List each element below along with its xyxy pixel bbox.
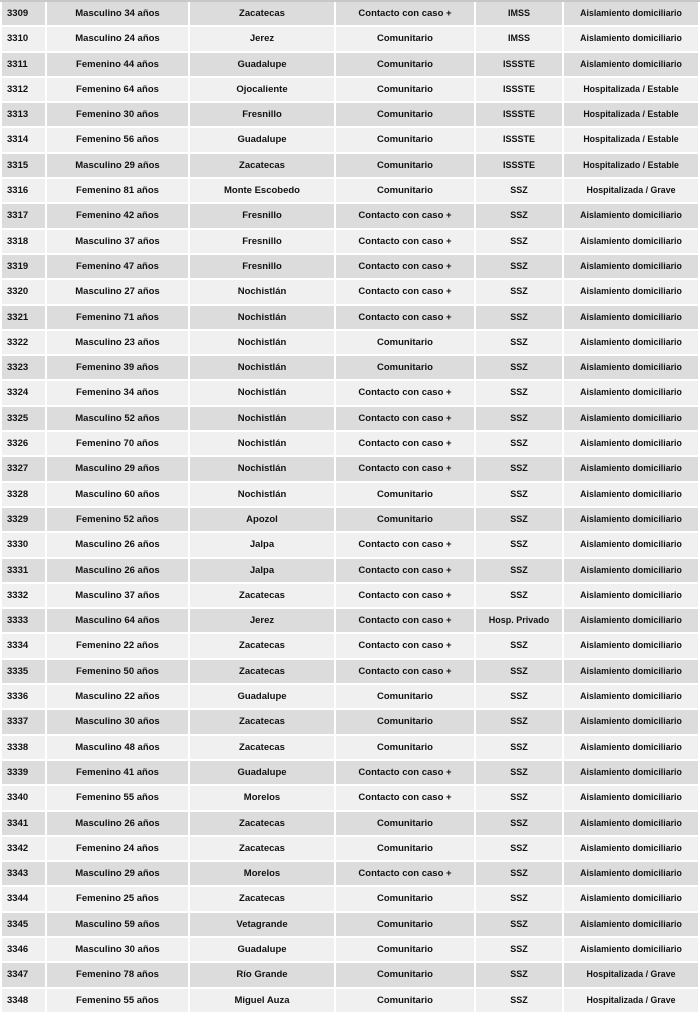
- transmission-cell: Contacto con caso +: [336, 862, 476, 887]
- municipality-cell: Fresnillo: [190, 255, 336, 280]
- transmission-cell: Contacto con caso +: [336, 2, 476, 27]
- institution-cell: SSZ: [476, 634, 564, 659]
- transmission-cell: Comunitario: [336, 736, 476, 761]
- table-row: [0, 306, 700, 331]
- status-cell: Aislamiento domiciliario: [564, 356, 700, 381]
- municipality-cell: Monte Escobedo: [190, 179, 336, 204]
- case-id-cell: 3317: [0, 204, 47, 229]
- case-id-cell: 3332: [0, 584, 47, 609]
- case-id-cell: 3347: [0, 963, 47, 988]
- case-id-cell: 3345: [0, 913, 47, 938]
- sex-age-cell: Femenino 78 años: [47, 963, 190, 988]
- sex-age-cell: Masculino 27 años: [47, 280, 190, 305]
- institution-cell: SSZ: [476, 862, 564, 887]
- municipality-cell: Fresnillo: [190, 204, 336, 229]
- sex-age-cell: Masculino 60 años: [47, 483, 190, 508]
- sex-age-cell: Masculino 34 años: [47, 2, 190, 27]
- table-row: [0, 786, 700, 811]
- sex-age-cell: Masculino 37 años: [47, 584, 190, 609]
- municipality-cell: Guadalupe: [190, 128, 336, 153]
- status-cell: Hospitalizada / Grave: [564, 989, 700, 1014]
- municipality-cell: Jerez: [190, 27, 336, 52]
- institution-cell: SSZ: [476, 786, 564, 811]
- institution-cell: ISSSTE: [476, 128, 564, 153]
- institution-cell: SSZ: [476, 685, 564, 710]
- case-id-cell: 3346: [0, 938, 47, 963]
- case-id-cell: 3334: [0, 634, 47, 659]
- transmission-cell: Contacto con caso +: [336, 407, 476, 432]
- table-row: [0, 432, 700, 457]
- municipality-cell: Zacatecas: [190, 736, 336, 761]
- case-id-cell: 3344: [0, 887, 47, 912]
- municipality-cell: Ojocaliente: [190, 78, 336, 103]
- transmission-cell: Contacto con caso +: [336, 306, 476, 331]
- case-id-cell: 3342: [0, 837, 47, 862]
- sex-age-cell: Femenino 50 años: [47, 660, 190, 685]
- municipality-cell: Nochistlán: [190, 483, 336, 508]
- table-row: [0, 128, 700, 153]
- transmission-cell: Contacto con caso +: [336, 432, 476, 457]
- sex-age-cell: Masculino 26 años: [47, 533, 190, 558]
- institution-cell: SSZ: [476, 179, 564, 204]
- institution-cell: SSZ: [476, 508, 564, 533]
- table-row: [0, 913, 700, 938]
- table-row: [0, 609, 700, 634]
- table-row: [0, 457, 700, 482]
- status-cell: Hospitalizada / Grave: [564, 963, 700, 988]
- institution-cell: SSZ: [476, 710, 564, 735]
- institution-cell: SSZ: [476, 761, 564, 786]
- table-row: [0, 27, 700, 52]
- case-id-cell: 3323: [0, 356, 47, 381]
- institution-cell: SSZ: [476, 432, 564, 457]
- sex-age-cell: Masculino 29 años: [47, 862, 190, 887]
- institution-cell: SSZ: [476, 913, 564, 938]
- table-row: [0, 685, 700, 710]
- status-cell: Aislamiento domiciliario: [564, 710, 700, 735]
- transmission-cell: Contacto con caso +: [336, 761, 476, 786]
- municipality-cell: Zacatecas: [190, 584, 336, 609]
- institution-cell: SSZ: [476, 331, 564, 356]
- institution-cell: IMSS: [476, 2, 564, 27]
- case-id-cell: 3321: [0, 306, 47, 331]
- case-id-cell: 3326: [0, 432, 47, 457]
- sex-age-cell: Masculino 52 años: [47, 407, 190, 432]
- case-id-cell: 3318: [0, 230, 47, 255]
- status-cell: Aislamiento domiciliario: [564, 457, 700, 482]
- case-id-cell: 3328: [0, 483, 47, 508]
- status-cell: Aislamiento domiciliario: [564, 660, 700, 685]
- status-cell: Aislamiento domiciliario: [564, 27, 700, 52]
- status-cell: Aislamiento domiciliario: [564, 862, 700, 887]
- transmission-cell: Contacto con caso +: [336, 584, 476, 609]
- municipality-cell: Nochistlán: [190, 407, 336, 432]
- case-id-cell: 3338: [0, 736, 47, 761]
- transmission-cell: Comunitario: [336, 685, 476, 710]
- case-id-cell: 3324: [0, 381, 47, 406]
- transmission-cell: Comunitario: [336, 356, 476, 381]
- table-row: [0, 78, 700, 103]
- status-cell: Aislamiento domiciliario: [564, 204, 700, 229]
- municipality-cell: Morelos: [190, 786, 336, 811]
- institution-cell: SSZ: [476, 887, 564, 912]
- institution-cell: SSZ: [476, 963, 564, 988]
- transmission-cell: Comunitario: [336, 483, 476, 508]
- case-id-cell: 3327: [0, 457, 47, 482]
- municipality-cell: Nochistlán: [190, 457, 336, 482]
- institution-cell: SSZ: [476, 255, 564, 280]
- table-row: [0, 255, 700, 280]
- status-cell: Aislamiento domiciliario: [564, 2, 700, 27]
- status-cell: Aislamiento domiciliario: [564, 685, 700, 710]
- case-id-cell: 3309: [0, 2, 47, 27]
- sex-age-cell: Femenino 24 años: [47, 837, 190, 862]
- table-row: [0, 963, 700, 988]
- institution-cell: SSZ: [476, 204, 564, 229]
- table-row: [0, 660, 700, 685]
- status-cell: Hospitalizado / Estable: [564, 154, 700, 179]
- case-table-body: [0, 2, 700, 1014]
- status-cell: Hospitalizada / Estable: [564, 103, 700, 128]
- status-cell: Hospitalizada / Estable: [564, 78, 700, 103]
- case-id-cell: 3319: [0, 255, 47, 280]
- case-id-cell: 3325: [0, 407, 47, 432]
- sex-age-cell: Femenino 22 años: [47, 634, 190, 659]
- transmission-cell: Comunitario: [336, 27, 476, 52]
- transmission-cell: Comunitario: [336, 103, 476, 128]
- transmission-cell: Comunitario: [336, 53, 476, 78]
- municipality-cell: Zacatecas: [190, 154, 336, 179]
- status-cell: Aislamiento domiciliario: [564, 508, 700, 533]
- sex-age-cell: Femenino 81 años: [47, 179, 190, 204]
- transmission-cell: Contacto con caso +: [336, 559, 476, 584]
- case-id-cell: 3331: [0, 559, 47, 584]
- institution-cell: ISSSTE: [476, 103, 564, 128]
- table-row: [0, 812, 700, 837]
- transmission-cell: Comunitario: [336, 508, 476, 533]
- transmission-cell: Contacto con caso +: [336, 533, 476, 558]
- municipality-cell: Morelos: [190, 862, 336, 887]
- transmission-cell: Contacto con caso +: [336, 381, 476, 406]
- transmission-cell: Comunitario: [336, 989, 476, 1014]
- case-table: [0, 2, 700, 1014]
- table-row: [0, 862, 700, 887]
- table-row: [0, 53, 700, 78]
- table-row: [0, 204, 700, 229]
- municipality-cell: Jalpa: [190, 559, 336, 584]
- transmission-cell: Contacto con caso +: [336, 230, 476, 255]
- institution-cell: SSZ: [476, 533, 564, 558]
- sex-age-cell: Masculino 37 años: [47, 230, 190, 255]
- sex-age-cell: Femenino 55 años: [47, 786, 190, 811]
- status-cell: Aislamiento domiciliario: [564, 913, 700, 938]
- table-row: [0, 356, 700, 381]
- municipality-cell: Apozol: [190, 508, 336, 533]
- transmission-cell: Contacto con caso +: [336, 786, 476, 811]
- sex-age-cell: Masculino 29 años: [47, 154, 190, 179]
- case-id-cell: 3339: [0, 761, 47, 786]
- sex-age-cell: Femenino 70 años: [47, 432, 190, 457]
- municipality-cell: Nochistlán: [190, 280, 336, 305]
- status-cell: Aislamiento domiciliario: [564, 736, 700, 761]
- institution-cell: SSZ: [476, 938, 564, 963]
- sex-age-cell: Femenino 41 años: [47, 761, 190, 786]
- transmission-cell: Contacto con caso +: [336, 204, 476, 229]
- municipality-cell: Jalpa: [190, 533, 336, 558]
- table-row: [0, 837, 700, 862]
- table-row: [0, 2, 700, 27]
- transmission-cell: Comunitario: [336, 812, 476, 837]
- status-cell: Aislamiento domiciliario: [564, 331, 700, 356]
- institution-cell: SSZ: [476, 584, 564, 609]
- institution-cell: SSZ: [476, 457, 564, 482]
- municipality-cell: Jerez: [190, 609, 336, 634]
- municipality-cell: Guadalupe: [190, 761, 336, 786]
- sex-age-cell: Masculino 64 años: [47, 609, 190, 634]
- institution-cell: SSZ: [476, 356, 564, 381]
- status-cell: Aislamiento domiciliario: [564, 533, 700, 558]
- status-cell: Aislamiento domiciliario: [564, 559, 700, 584]
- municipality-cell: Fresnillo: [190, 230, 336, 255]
- table-row: [0, 407, 700, 432]
- case-id-cell: 3343: [0, 862, 47, 887]
- institution-cell: ISSSTE: [476, 78, 564, 103]
- case-id-cell: 3315: [0, 154, 47, 179]
- table-row: [0, 938, 700, 963]
- municipality-cell: Zacatecas: [190, 837, 336, 862]
- institution-cell: SSZ: [476, 812, 564, 837]
- status-cell: Hospitalizada / Estable: [564, 128, 700, 153]
- municipality-cell: Zacatecas: [190, 710, 336, 735]
- sex-age-cell: Femenino 34 años: [47, 381, 190, 406]
- municipality-cell: Guadalupe: [190, 685, 336, 710]
- case-id-cell: 3340: [0, 786, 47, 811]
- sex-age-cell: Masculino 22 años: [47, 685, 190, 710]
- table-row: [0, 710, 700, 735]
- transmission-cell: Contacto con caso +: [336, 609, 476, 634]
- table-row: [0, 179, 700, 204]
- table-row: [0, 761, 700, 786]
- institution-cell: ISSSTE: [476, 154, 564, 179]
- status-cell: Aislamiento domiciliario: [564, 634, 700, 659]
- status-cell: Aislamiento domiciliario: [564, 609, 700, 634]
- sex-age-cell: Femenino 44 años: [47, 53, 190, 78]
- municipality-cell: Nochistlán: [190, 306, 336, 331]
- sex-age-cell: Femenino 64 años: [47, 78, 190, 103]
- sex-age-cell: Femenino 25 años: [47, 887, 190, 912]
- status-cell: Aislamiento domiciliario: [564, 230, 700, 255]
- transmission-cell: Comunitario: [336, 963, 476, 988]
- status-cell: Aislamiento domiciliario: [564, 837, 700, 862]
- status-cell: Aislamiento domiciliario: [564, 407, 700, 432]
- case-id-cell: 3333: [0, 609, 47, 634]
- status-cell: Aislamiento domiciliario: [564, 938, 700, 963]
- transmission-cell: Comunitario: [336, 938, 476, 963]
- table-row: [0, 584, 700, 609]
- sex-age-cell: Femenino 42 años: [47, 204, 190, 229]
- institution-cell: SSZ: [476, 837, 564, 862]
- transmission-cell: Comunitario: [336, 179, 476, 204]
- table-row: [0, 280, 700, 305]
- sex-age-cell: Femenino 30 años: [47, 103, 190, 128]
- sex-age-cell: Masculino 26 años: [47, 559, 190, 584]
- sex-age-cell: Femenino 55 años: [47, 989, 190, 1014]
- status-cell: Aislamiento domiciliario: [564, 255, 700, 280]
- status-cell: Hospitalizada / Grave: [564, 179, 700, 204]
- institution-cell: SSZ: [476, 230, 564, 255]
- institution-cell: Hosp. Privado: [476, 609, 564, 634]
- case-id-cell: 3330: [0, 533, 47, 558]
- table-row: [0, 508, 700, 533]
- sex-age-cell: Femenino 39 años: [47, 356, 190, 381]
- municipality-cell: Guadalupe: [190, 53, 336, 78]
- table-row: [0, 634, 700, 659]
- table-row: [0, 103, 700, 128]
- case-id-cell: 3312: [0, 78, 47, 103]
- sex-age-cell: Masculino 30 años: [47, 710, 190, 735]
- transmission-cell: Comunitario: [336, 78, 476, 103]
- transmission-cell: Contacto con caso +: [336, 634, 476, 659]
- case-id-cell: 3313: [0, 103, 47, 128]
- institution-cell: SSZ: [476, 306, 564, 331]
- transmission-cell: Comunitario: [336, 710, 476, 735]
- institution-cell: SSZ: [476, 407, 564, 432]
- municipality-cell: Guadalupe: [190, 938, 336, 963]
- municipality-cell: Fresnillo: [190, 103, 336, 128]
- case-id-cell: 3320: [0, 280, 47, 305]
- sex-age-cell: Masculino 48 años: [47, 736, 190, 761]
- transmission-cell: Comunitario: [336, 837, 476, 862]
- transmission-cell: Comunitario: [336, 887, 476, 912]
- transmission-cell: Comunitario: [336, 913, 476, 938]
- sex-age-cell: Femenino 52 años: [47, 508, 190, 533]
- table-row: [0, 887, 700, 912]
- status-cell: Aislamiento domiciliario: [564, 812, 700, 837]
- case-id-cell: 3335: [0, 660, 47, 685]
- table-row: [0, 483, 700, 508]
- status-cell: Aislamiento domiciliario: [564, 306, 700, 331]
- table-row: [0, 154, 700, 179]
- municipality-cell: Río Grande: [190, 963, 336, 988]
- municipality-cell: Zacatecas: [190, 812, 336, 837]
- institution-cell: SSZ: [476, 559, 564, 584]
- institution-cell: SSZ: [476, 381, 564, 406]
- institution-cell: SSZ: [476, 736, 564, 761]
- sex-age-cell: Masculino 23 años: [47, 331, 190, 356]
- table-row: [0, 559, 700, 584]
- status-cell: Aislamiento domiciliario: [564, 432, 700, 457]
- status-cell: Aislamiento domiciliario: [564, 280, 700, 305]
- case-id-cell: 3314: [0, 128, 47, 153]
- status-cell: Aislamiento domiciliario: [564, 53, 700, 78]
- sex-age-cell: Femenino 71 años: [47, 306, 190, 331]
- case-id-cell: 3341: [0, 812, 47, 837]
- institution-cell: ISSSTE: [476, 53, 564, 78]
- municipality-cell: Nochistlán: [190, 432, 336, 457]
- sex-age-cell: Masculino 26 años: [47, 812, 190, 837]
- status-cell: Aislamiento domiciliario: [564, 887, 700, 912]
- institution-cell: IMSS: [476, 27, 564, 52]
- institution-cell: SSZ: [476, 280, 564, 305]
- table-row: [0, 533, 700, 558]
- municipality-cell: Miguel Auza: [190, 989, 336, 1014]
- institution-cell: SSZ: [476, 660, 564, 685]
- municipality-cell: Nochistlán: [190, 381, 336, 406]
- sex-age-cell: Femenino 47 años: [47, 255, 190, 280]
- municipality-cell: Nochistlán: [190, 331, 336, 356]
- sex-age-cell: Masculino 29 años: [47, 457, 190, 482]
- case-id-cell: 3322: [0, 331, 47, 356]
- municipality-cell: Zacatecas: [190, 634, 336, 659]
- institution-cell: SSZ: [476, 989, 564, 1014]
- sex-age-cell: Masculino 59 años: [47, 913, 190, 938]
- sex-age-cell: Masculino 30 años: [47, 938, 190, 963]
- case-id-cell: 3329: [0, 508, 47, 533]
- municipality-cell: Nochistlán: [190, 356, 336, 381]
- transmission-cell: Contacto con caso +: [336, 255, 476, 280]
- municipality-cell: Zacatecas: [190, 2, 336, 27]
- table-row: [0, 230, 700, 255]
- table-row: [0, 331, 700, 356]
- transmission-cell: Comunitario: [336, 331, 476, 356]
- table-row: [0, 381, 700, 406]
- transmission-cell: Contacto con caso +: [336, 660, 476, 685]
- status-cell: Aislamiento domiciliario: [564, 483, 700, 508]
- status-cell: Aislamiento domiciliario: [564, 381, 700, 406]
- case-id-cell: 3336: [0, 685, 47, 710]
- status-cell: Aislamiento domiciliario: [564, 786, 700, 811]
- sex-age-cell: Masculino 24 años: [47, 27, 190, 52]
- case-id-cell: 3337: [0, 710, 47, 735]
- status-cell: Aislamiento domiciliario: [564, 584, 700, 609]
- sex-age-cell: Femenino 56 años: [47, 128, 190, 153]
- case-id-cell: 3316: [0, 179, 47, 204]
- municipality-cell: Zacatecas: [190, 887, 336, 912]
- transmission-cell: Comunitario: [336, 154, 476, 179]
- table-row: [0, 736, 700, 761]
- transmission-cell: Comunitario: [336, 128, 476, 153]
- transmission-cell: Contacto con caso +: [336, 280, 476, 305]
- case-id-cell: 3311: [0, 53, 47, 78]
- institution-cell: SSZ: [476, 483, 564, 508]
- table-row: [0, 989, 700, 1014]
- transmission-cell: Contacto con caso +: [336, 457, 476, 482]
- status-cell: Aislamiento domiciliario: [564, 761, 700, 786]
- municipality-cell: Zacatecas: [190, 660, 336, 685]
- case-id-cell: 3348: [0, 989, 47, 1014]
- municipality-cell: Vetagrande: [190, 913, 336, 938]
- case-id-cell: 3310: [0, 27, 47, 52]
